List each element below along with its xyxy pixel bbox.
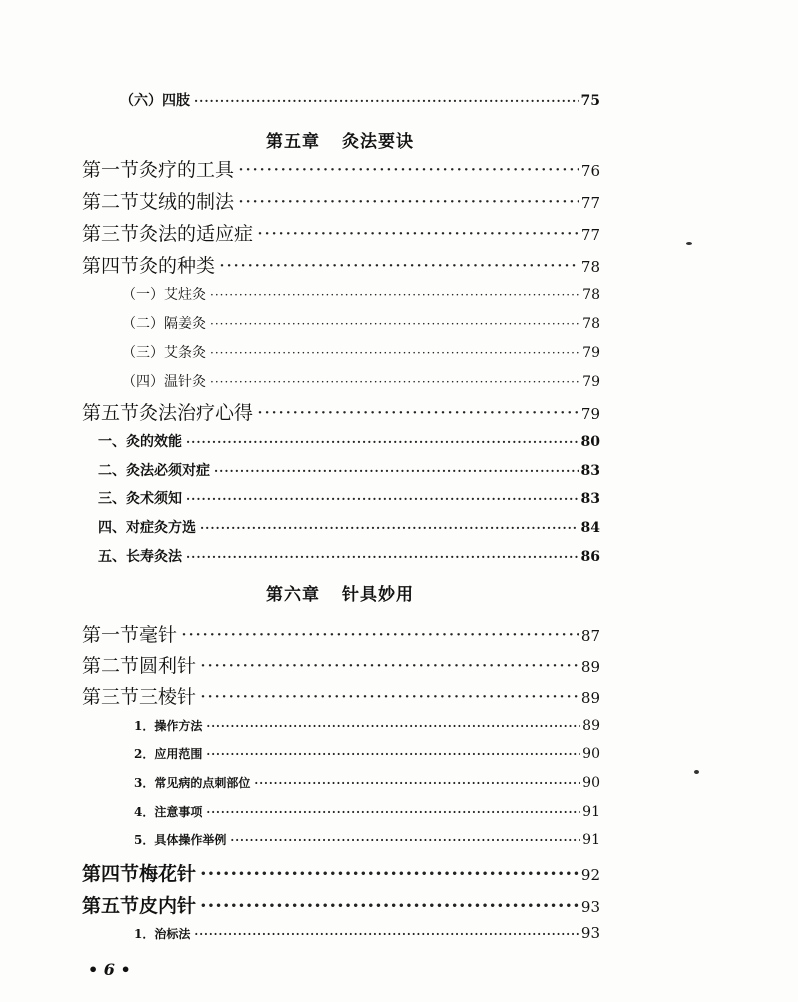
entry-label: （四）温针灸 (122, 374, 206, 390)
toc-entry (122, 342, 600, 362)
entry-page: 75 (580, 93, 600, 109)
section-title: 灸法的适应症 (139, 223, 254, 245)
section-page: 93 (580, 898, 600, 916)
leader-dots (200, 895, 579, 917)
section-number: 第四节 (82, 863, 140, 885)
leader-dots (200, 655, 579, 677)
entry-label: （一）艾炷灸 (122, 287, 206, 303)
scan-speck (686, 242, 692, 245)
toc-section (82, 682, 600, 709)
leader-dots (214, 464, 579, 478)
section-page: 78 (580, 258, 600, 276)
entry-label: 1．治标法 (134, 927, 191, 941)
section-title: 灸的种类 (139, 255, 216, 277)
section-number: 第一节 (82, 159, 140, 181)
entry-page: 78 (582, 316, 600, 332)
toc-section (82, 251, 600, 278)
entry-page: 79 (582, 345, 600, 361)
entry-label: 1．操作方法 (134, 719, 203, 733)
leader-dots (210, 375, 580, 389)
section-number: 第五节 (82, 402, 140, 424)
chapter-heading (0, 127, 680, 152)
leader-dots (206, 720, 580, 733)
toc-entry (134, 831, 600, 848)
leader-dots (194, 928, 579, 941)
leader-dots (219, 255, 579, 277)
page-number: • 6 • (88, 960, 131, 979)
toc-entry (122, 284, 600, 304)
leader-dots (257, 223, 579, 245)
toc-section (82, 219, 600, 246)
toc-entry (120, 90, 600, 110)
entry-page: 90 (582, 746, 600, 762)
section-number: 第三节 (82, 223, 140, 245)
section-title: 皮内针 (139, 895, 197, 917)
entry-page: 84 (580, 520, 600, 536)
entry-page: 83 (580, 491, 600, 507)
leader-dots (181, 624, 579, 646)
toc-entry (134, 924, 600, 942)
section-page: 76 (580, 162, 600, 180)
entry-page: 90 (582, 775, 600, 791)
leader-dots (210, 346, 580, 360)
section-page: 79 (580, 405, 600, 423)
leader-dots (200, 686, 579, 708)
toc-entry (134, 745, 600, 762)
entry-page: 93 (580, 924, 600, 942)
section-title: 圆利针 (139, 655, 197, 677)
section-title: 灸法治疗心得 (139, 402, 254, 424)
leader-dots (186, 435, 579, 449)
section-number: 第二节 (82, 655, 140, 677)
chapter-number: 第五章 (266, 132, 320, 152)
toc-entry (134, 803, 600, 820)
leader-dots (206, 806, 580, 819)
section-page: 89 (580, 689, 600, 707)
toc-section (82, 859, 600, 886)
toc-section (82, 187, 600, 214)
section-title: 梅花针 (139, 863, 197, 885)
toc-section (82, 651, 600, 678)
toc-entry (98, 460, 600, 480)
leader-dots (200, 863, 579, 885)
leader-dots (210, 288, 580, 302)
leader-dots (186, 492, 579, 506)
entry-label: 2．应用范围 (134, 747, 203, 761)
scan-speck (694, 770, 699, 774)
section-title: 艾绒的制法 (139, 191, 235, 213)
entry-page: 89 (582, 718, 600, 734)
leader-dots (238, 159, 579, 181)
section-page: 77 (580, 226, 600, 244)
section-page: 77 (580, 194, 600, 212)
entry-label: 一、灸的效能 (98, 434, 182, 450)
toc-entry (98, 431, 600, 451)
leader-dots (186, 550, 579, 564)
entry-page: 86 (580, 549, 600, 565)
leader-dots (194, 94, 579, 108)
toc-entry (134, 717, 600, 734)
leader-dots (206, 748, 580, 761)
entry-label: 三、灸术须知 (98, 491, 182, 507)
leader-dots (210, 317, 580, 331)
section-page: 89 (580, 658, 600, 676)
toc-entry (98, 517, 600, 537)
section-title: 灸疗的工具 (139, 159, 235, 181)
entry-label: 5．具体操作举例 (134, 833, 227, 847)
toc-entry (122, 371, 600, 391)
leader-dots (257, 402, 579, 424)
entry-label: （三）艾条灸 (122, 345, 206, 361)
leader-dots (254, 777, 580, 790)
toc-entry (122, 313, 600, 333)
toc-entry (134, 774, 600, 791)
entry-page: 79 (582, 374, 600, 390)
toc-entry (98, 546, 600, 566)
toc-entry (98, 488, 600, 508)
chapter-heading (0, 580, 680, 605)
entry-page: 80 (580, 434, 600, 450)
section-number: 第三节 (82, 686, 140, 708)
entry-page: 83 (580, 463, 600, 479)
leader-dots (230, 834, 580, 847)
section-page: 87 (580, 627, 600, 645)
entry-label: （二）隔姜灸 (122, 316, 206, 332)
entry-label: 二、灸法必须对症 (98, 463, 210, 479)
entry-page: 78 (582, 287, 600, 303)
leader-dots (238, 191, 579, 213)
toc-section (82, 620, 600, 647)
entry-label: 3．常见病的点刺部位 (134, 776, 251, 790)
section-title: 三棱针 (139, 686, 197, 708)
entry-page: 91 (582, 804, 600, 820)
entry-page: 91 (582, 832, 600, 848)
leader-dots (200, 521, 579, 535)
section-number: 第五节 (82, 895, 140, 917)
entry-label: 四、对症灸方选 (98, 520, 196, 536)
entry-label: 4．注意事项 (134, 805, 203, 819)
section-number: 第四节 (82, 255, 140, 277)
section-number: 第一节 (82, 624, 140, 646)
toc-section (82, 398, 600, 425)
section-title: 毫针 (139, 624, 178, 646)
toc-section (82, 155, 600, 182)
chapter-number: 第六章 (266, 585, 320, 605)
toc-section (82, 891, 600, 918)
section-page: 92 (580, 866, 600, 884)
chapter-title: 灸法要诀 (342, 132, 414, 152)
entry-label: （六）四肢 (120, 93, 190, 109)
section-number: 第二节 (82, 191, 140, 213)
entry-label: 五、长寿灸法 (98, 549, 182, 565)
chapter-title: 针具妙用 (342, 585, 414, 605)
